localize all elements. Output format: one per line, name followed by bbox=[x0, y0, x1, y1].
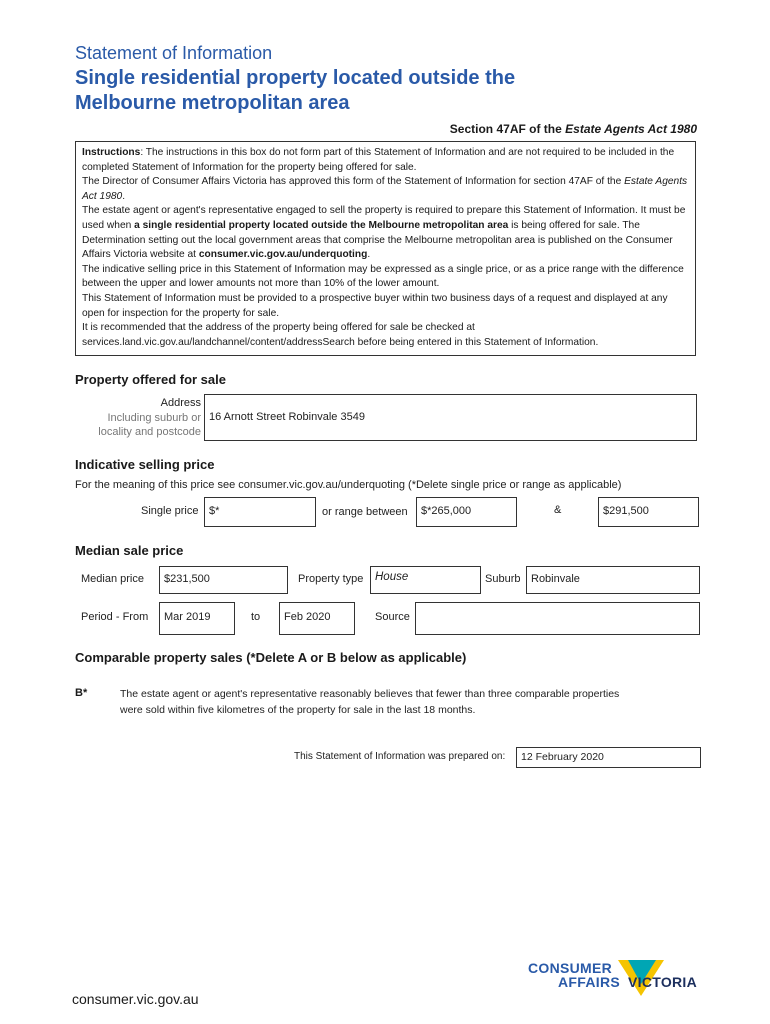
comparable-marker: B* bbox=[75, 687, 88, 699]
comparable-text bbox=[120, 687, 619, 718]
comparable-text-line-1: The estate agent or agent's representative reasonably believes that fewer than three comparable properties bbox=[120, 688, 620, 700]
period-to-field[interactable]: Feb 2020 bbox=[279, 602, 355, 635]
property-type-label: Property type bbox=[298, 573, 364, 585]
logo-text-affairs: AFFAIRS bbox=[558, 974, 620, 990]
comparable-heading: Comparable property sales (*Delete A or B below as applicable) bbox=[75, 650, 467, 665]
instructions-p6: It is recommended that the address of the property being offered for sale be checked at services.land.vic.gov.au/landchannel/content/addressSearch before being entered in this Statement of Information. bbox=[82, 322, 599, 348]
property-type-field[interactable]: House bbox=[370, 566, 481, 594]
address-field[interactable]: 16 Arnott Street Robinvale 3549 bbox=[204, 394, 697, 441]
property-heading: Property offered for sale bbox=[75, 372, 226, 387]
period-to-label: to bbox=[251, 611, 261, 623]
period-from-label: Period - From bbox=[81, 611, 149, 623]
range-low-field[interactable]: $*265,000 bbox=[416, 497, 517, 527]
instructions-p2 bbox=[82, 175, 689, 204]
section-act: Estate Agents Act 1980 bbox=[565, 122, 697, 136]
address-sublabel-2: locality and postcode bbox=[98, 426, 201, 438]
section-prefix: Section 47AF of the bbox=[449, 122, 566, 136]
address-label: Address bbox=[160, 397, 201, 409]
source-label: Source bbox=[375, 611, 410, 623]
range-label: or range between bbox=[322, 506, 408, 518]
section-reference bbox=[450, 122, 697, 136]
footer-url: consumer.vic.gov.au bbox=[72, 991, 199, 1007]
address-label-group bbox=[60, 396, 201, 440]
range-ampersand: & bbox=[554, 504, 562, 516]
median-heading: Median sale price bbox=[75, 543, 184, 558]
logo-text-victoria: VICTORIA bbox=[628, 974, 698, 990]
title-line-2: Melbourne metropolitan area bbox=[75, 92, 350, 114]
address-sublabel-1: Including suburb or bbox=[107, 411, 201, 424]
prepared-date-field[interactable]: 12 February 2020 bbox=[516, 747, 701, 768]
instructions-p2-a: The Director of Consumer Affairs Victoria has approved this form of the Statement of Information for section 47AF of the bbox=[82, 176, 625, 188]
instructions-p4: The indicative selling price in this Statement of Information may be expressed as a single price, or as a price range with the difference between the upper and lower amounts not more than 10% of the lower amount. bbox=[82, 263, 684, 290]
instructions-p2-c: . bbox=[122, 190, 126, 202]
instructions-p1 bbox=[82, 146, 689, 175]
instructions-label: Instructions bbox=[82, 147, 141, 158]
source-field[interactable] bbox=[415, 602, 700, 635]
median-price-label: Median price bbox=[81, 573, 144, 585]
median-price-field[interactable]: $231,500 bbox=[159, 566, 288, 594]
suburb-label: Suburb bbox=[485, 573, 521, 585]
price-note: For the meaning of this price see consumer.vic.gov.au/underquoting (*Delete single price or range as applicable) bbox=[75, 479, 622, 491]
prepared-label: This Statement of Information was prepared on: bbox=[294, 751, 506, 762]
instructions-p3-c: is being offered for sale. The Determination setting out the local government areas that comprise the Melbourne metropolitan area is published on the Consumer Affairs Victoria website at bbox=[82, 219, 673, 261]
instructions-p1-text: : The instructions in this box do not form part of this Statement of Information and are not required to be included in the completed Statement of Information for the property being offered for sale. bbox=[82, 147, 675, 173]
period-from-field[interactable]: Mar 2019 bbox=[159, 602, 235, 635]
instructions-p3-e: . bbox=[367, 249, 371, 261]
instructions-p2-act: Estate Agents Act 1980 bbox=[82, 176, 688, 202]
instructions-p5: This Statement of Information must be provided to a prospective buyer within two business days of a request and displayed at any open for inspection for the property for sale. bbox=[82, 292, 668, 319]
instructions-p3-a: The estate agent or agent's representative engaged to sell the property is required to prepare this Statement of Information. It must be used when bbox=[82, 205, 686, 231]
range-high-field[interactable]: $291,500 bbox=[598, 497, 699, 527]
price-heading: Indicative selling price bbox=[75, 457, 215, 472]
page-title bbox=[75, 66, 515, 116]
single-price-field[interactable]: $* bbox=[204, 497, 316, 527]
comparable-text-line-2: were sold within five kilometres of the property for sale in the last 18 months. bbox=[120, 703, 476, 716]
instructions-p3 bbox=[82, 204, 689, 262]
title-line-1: Single residential property located outside the bbox=[75, 67, 516, 89]
instructions-box bbox=[75, 141, 696, 356]
instructions-p3-bold: a single residential property located outside the Melbourne metropolitan area bbox=[134, 219, 509, 231]
logo-text-consumer: CONSUMER bbox=[528, 960, 613, 976]
single-price-label: Single price bbox=[141, 505, 199, 517]
doc-type: Statement of Information bbox=[75, 43, 273, 63]
suburb-field[interactable]: Robinvale bbox=[526, 566, 700, 594]
consumer-affairs-victoria-logo bbox=[528, 958, 703, 1006]
instructions-p3-link: consumer.vic.gov.au/underquoting bbox=[198, 249, 368, 261]
